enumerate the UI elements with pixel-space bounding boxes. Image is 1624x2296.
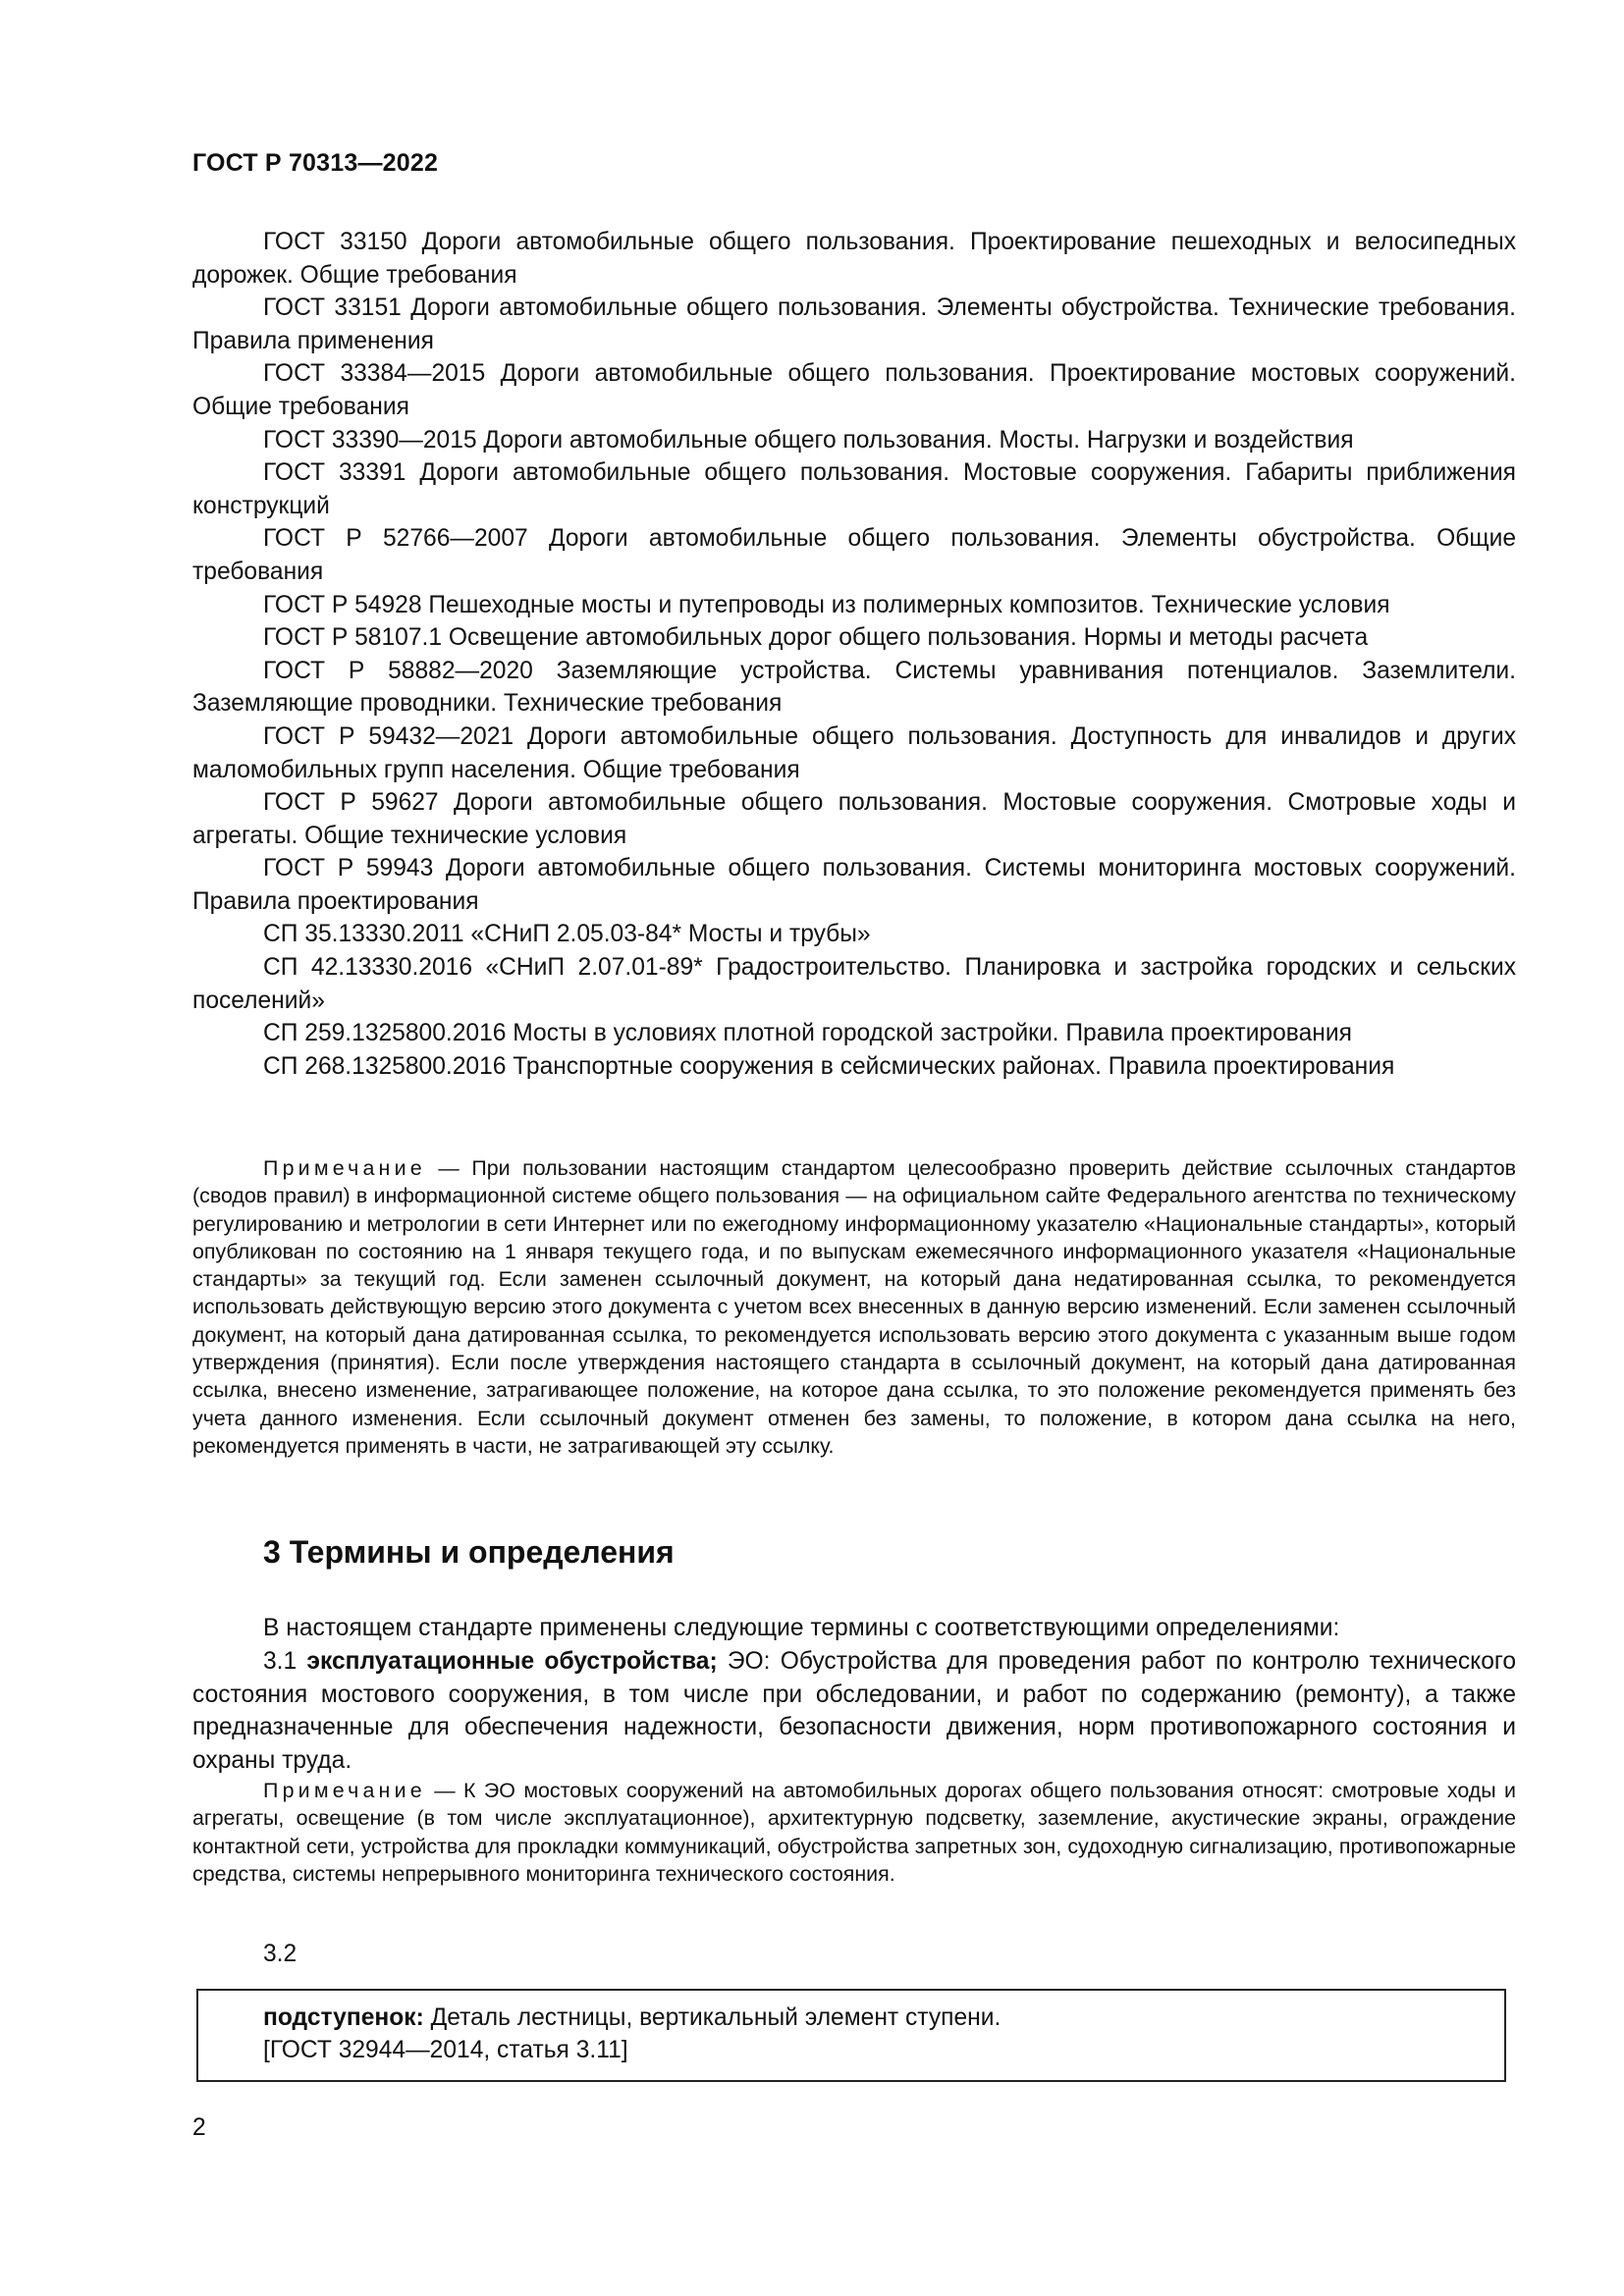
- reference-item: СП 259.1325800.2016 Мосты в условиях плотной городской застройки. Правила проектирования: [263, 1020, 1352, 1047]
- reference-item: ГОСТ 33390—2015 Дороги автомобильные общего пользования. Мосты. Нагрузки и воздействия: [263, 426, 1354, 454]
- reference-item: ГОСТ Р 59432—2021 Дороги автомобильные общего пользования. Доступность для инвалидов и других маломобильных групп населения. Общие требования: [192, 722, 1516, 783]
- term-source: [ГОСТ 32944—2014, статья 3.11]: [263, 2037, 628, 2063]
- term-box: [196, 1989, 1506, 2082]
- reference-item: ГОСТ Р 54928 Пешеходные мосты и путепроводы из полимерных композитов. Технические условия: [263, 591, 1390, 618]
- reference-item: ГОСТ Р 59943 Дороги автомобильные общего пользования. Системы мониторинга мостовых сооружений. Правила проектирования: [192, 855, 1516, 915]
- term-note: [192, 1777, 1516, 1888]
- note-label: Примечание: [263, 1779, 426, 1802]
- term-name: подступенок:: [263, 2004, 424, 2031]
- note-text: — При пользовании настоящим стандартом целесообразно проверить действие ссылочных стандартов (сводов правил) в информационной системе общего пользования — на официальном сайте Федерального агентства по техническому регулированию и метрологии в сети Интернет или по ежегодному информационному указателю «Национальные стандарты», который опубликован по состоянию на 1 января текущего года, и по выпускам ежемесячного информационного указателя «Национальные стандарты» за текущий год. Если заменен ссылочный документ, на который дана недатированная ссылка, то рекомендуется использовать действующую версию этого документа с учетом всех внесенных в данную версию изменений. Если заменен ссылочный документ, на который дана датированная ссылка, то рекомендуется использовать версию этого документа с указанным выше годом утверждения (принятия). Если после утверждения настоящего стандарта в ссылочный документ, на который дана датированная ссылка, внесено изменение, затрагивающее положение, на которое дана ссылка, то это положение рекомендуется применять без учета данного изменения. Если ссылочный документ отменен без замены, то положение, в котором дана ссылка на него, рекомендуется применять в части, не затрагивающей эту ссылку.: [192, 1156, 1516, 1458]
- note-text: — К ЭО мостовых сооружений на автомобильных дорогах общего пользования относят: смотровые ходы и агрегаты, освещение (в том числе эксплуатационное), архитектурную подсветку, заземление, акустические экраны, ограждение контактной сети, устройства для прокладки коммуникаций, обустройства запретных зон, судоходную сигнализацию, противопожарные средства, системы непрерывного мониторинга технического состояния.: [192, 1779, 1516, 1886]
- normative-references-list: [192, 226, 1516, 1083]
- section-heading: 3 Термины и определения: [263, 1534, 675, 1570]
- term-number: 3.2: [263, 1941, 298, 1967]
- reference-item: ГОСТ 33151 Дороги автомобильные общего пользования. Элементы обустройства. Технические требования. Правила применения: [192, 294, 1516, 354]
- reference-item: СП 35.13330.2011 «СНиП 2.05.03-84* Мосты и трубы»: [263, 921, 871, 948]
- reference-item: ГОСТ 33384—2015 Дороги автомобильные общего пользования. Проектирование мостовых сооружений. Общие требования: [192, 360, 1516, 420]
- reference-item: ГОСТ Р 59627 Дороги автомобильные общего пользования. Мостовые сооружения. Смотровые ходы и агрегаты. Общие технические условия: [192, 789, 1516, 849]
- reference-item: ГОСТ Р 58882—2020 Заземляющие устройства. Системы уравнивания потенциалов. Заземлители. Заземляющие проводники. Технические требования: [192, 657, 1516, 718]
- term-entry: [192, 1645, 1516, 1777]
- note-label: Примечание: [263, 1156, 426, 1180]
- term-definition: Деталь лестницы, вертикальный элемент ступени.: [423, 2004, 1001, 2031]
- reference-item: ГОСТ 33391 Дороги автомобильные общего пользования. Мостовые сооружения. Габариты приближения конструкций: [192, 459, 1516, 519]
- term-definition: ЭО: Обустройства для проведения работ по контролю технического состояния мостового сооружения, в том числе при обследовании, и работ по содержанию (ремонту), а также предназначенные для обеспечения надежности, безопасности движения, норм противопожарного состояния и охраны труда.: [192, 1648, 1516, 1774]
- page-number: 2: [192, 2114, 206, 2141]
- term-name: эксплуатационные обустройства;: [306, 1648, 718, 1675]
- term-number: 3.1: [263, 1648, 307, 1675]
- term-definition-line: [263, 2002, 1001, 2035]
- reference-item: ГОСТ Р 58107.1 Освещение автомобильных дорог общего пользования. Нормы и методы расчета: [263, 624, 1369, 652]
- section-intro: В настоящем стандарте применены следующие термины с соответствующими определениями:: [263, 1615, 1340, 1641]
- document-header: ГОСТ Р 70313—2022: [192, 149, 439, 177]
- reference-item: ГОСТ 33150 Дороги автомобильные общего пользования. Проектирование пешеходных и велосипедных дорожек. Общие требования: [192, 229, 1516, 289]
- reference-item: ГОСТ Р 52766—2007 Дороги автомобильные общего пользования. Элементы обустройства. Общие требования: [192, 525, 1516, 585]
- reference-item: СП 42.13330.2016 «СНиП 2.07.01-89* Градостроительство. Планировка и застройка городских и сельских поселений»: [192, 954, 1516, 1014]
- references-note: [192, 1154, 1516, 1460]
- reference-item: СП 268.1325800.2016 Транспортные сооружения в сейсмических районах. Правила проектирования: [263, 1052, 1395, 1080]
